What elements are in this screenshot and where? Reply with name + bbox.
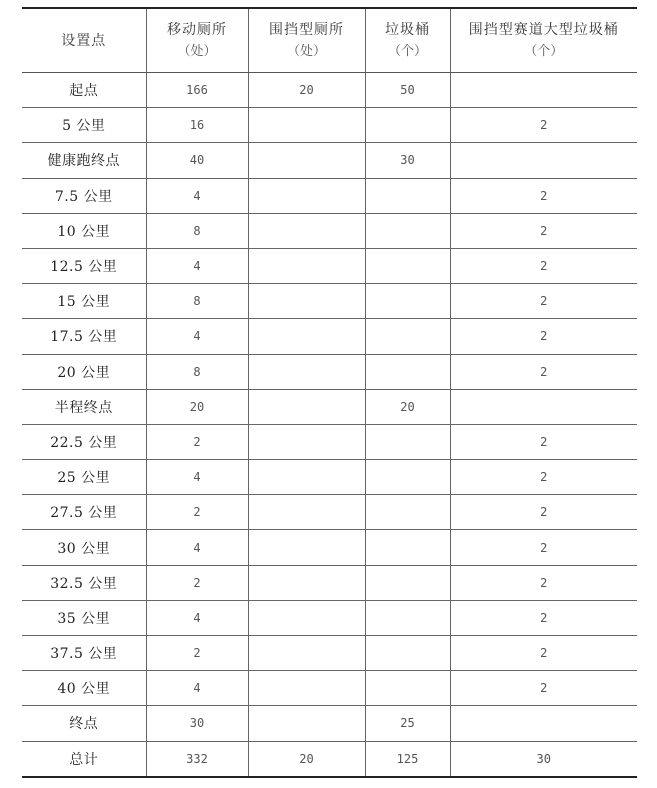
row-location-cell: 27.5 公里: [22, 495, 146, 530]
row-value-cell: [450, 73, 637, 108]
row-value-cell: 8: [146, 284, 248, 319]
row-value-cell: 2: [450, 178, 637, 213]
row-location-cell: 健康跑终点: [22, 143, 146, 178]
row-value-cell: [248, 424, 365, 459]
row-value-cell: 4: [146, 460, 248, 495]
row-location-cell: 起点: [22, 73, 146, 108]
row-value-cell: [248, 319, 365, 354]
row-value-cell: [248, 213, 365, 248]
row-value-cell: [450, 143, 637, 178]
row-value-cell: [248, 178, 365, 213]
row-value-cell: 166: [146, 73, 248, 108]
row-location-cell: 30 公里: [22, 530, 146, 565]
row-value-cell: [248, 284, 365, 319]
row-value-cell: 20: [248, 741, 365, 777]
row-value-cell: [365, 178, 450, 213]
header-large-bins-label: 围挡型赛道大型垃圾桶: [468, 21, 619, 38]
row-value-cell: 8: [146, 354, 248, 389]
table-row: [22, 389, 637, 424]
table-row: [22, 213, 637, 248]
row-value-cell: 40: [146, 143, 248, 178]
row-value-cell: 2: [146, 636, 248, 671]
row-location-cell: 15 公里: [22, 284, 146, 319]
row-value-cell: 25: [365, 706, 450, 741]
row-value-cell: [450, 389, 637, 424]
table-row: [22, 636, 637, 671]
row-location-cell: 半程终点: [22, 389, 146, 424]
facility-table: [22, 7, 637, 778]
row-location-cell: 7.5 公里: [22, 178, 146, 213]
row-value-cell: [248, 108, 365, 143]
row-value-cell: 2: [146, 495, 248, 530]
row-value-cell: 2: [450, 354, 637, 389]
row-value-cell: [248, 389, 365, 424]
row-value-cell: [248, 565, 365, 600]
header-row: [22, 8, 637, 73]
row-value-cell: 2: [450, 565, 637, 600]
facility-table-container: [22, 7, 637, 778]
table-row: [22, 741, 637, 777]
row-value-cell: [365, 284, 450, 319]
row-value-cell: 20: [146, 389, 248, 424]
row-value-cell: 2: [450, 319, 637, 354]
row-value-cell: 125: [365, 741, 450, 777]
row-value-cell: 2: [450, 460, 637, 495]
row-location-cell: 12.5 公里: [22, 248, 146, 283]
table-row: [22, 565, 637, 600]
header-large-bins: [450, 8, 637, 73]
table-row: [22, 671, 637, 706]
header-fenced-toilets-label: 围挡型厕所: [269, 21, 344, 38]
row-location-cell: 40 公里: [22, 671, 146, 706]
row-value-cell: 2: [450, 284, 637, 319]
row-value-cell: [365, 671, 450, 706]
table-row: [22, 530, 637, 565]
row-value-cell: [248, 600, 365, 635]
row-value-cell: 16: [146, 108, 248, 143]
row-value-cell: [248, 248, 365, 283]
row-location-cell: 终点: [22, 706, 146, 741]
row-value-cell: [365, 565, 450, 600]
row-value-cell: 2: [450, 530, 637, 565]
header-large-bins-unit: （个）: [524, 43, 564, 59]
header-location: [22, 8, 146, 73]
row-value-cell: 50: [365, 73, 450, 108]
table-row: [22, 460, 637, 495]
row-value-cell: [365, 319, 450, 354]
row-value-cell: [365, 600, 450, 635]
row-location-cell: 5 公里: [22, 108, 146, 143]
table-row: [22, 143, 637, 178]
row-value-cell: 30: [450, 741, 637, 777]
row-value-cell: 2: [450, 248, 637, 283]
table-row: [22, 600, 637, 635]
row-value-cell: 30: [365, 143, 450, 178]
table-row: [22, 248, 637, 283]
row-location-cell: 37.5 公里: [22, 636, 146, 671]
table-row: [22, 284, 637, 319]
header-mobile-toilets-label: 移动厕所: [167, 21, 227, 38]
row-location-cell: 35 公里: [22, 600, 146, 635]
row-value-cell: [365, 460, 450, 495]
table-body: [22, 73, 637, 777]
table-row: [22, 178, 637, 213]
row-value-cell: [365, 636, 450, 671]
row-value-cell: [248, 706, 365, 741]
header-trash-bins: [365, 8, 450, 73]
row-value-cell: 2: [450, 213, 637, 248]
header-fenced-toilets-unit: （处）: [286, 43, 326, 59]
row-value-cell: 2: [450, 108, 637, 143]
table-row: [22, 706, 637, 741]
row-location-cell: 总计: [22, 741, 146, 777]
row-value-cell: [365, 424, 450, 459]
table-row: [22, 73, 637, 108]
row-value-cell: [248, 495, 365, 530]
header-location-label: 设置点: [61, 32, 107, 49]
header-fenced-toilets: [248, 8, 365, 73]
row-value-cell: [365, 354, 450, 389]
row-location-cell: 22.5 公里: [22, 424, 146, 459]
row-value-cell: 4: [146, 178, 248, 213]
row-location-cell: 17.5 公里: [22, 319, 146, 354]
row-value-cell: 20: [248, 73, 365, 108]
row-value-cell: [365, 530, 450, 565]
row-value-cell: 20: [365, 389, 450, 424]
table-row: [22, 495, 637, 530]
row-value-cell: [248, 671, 365, 706]
row-value-cell: 2: [146, 424, 248, 459]
row-value-cell: [450, 706, 637, 741]
table-row: [22, 108, 637, 143]
row-value-cell: [248, 460, 365, 495]
table-row: [22, 354, 637, 389]
header-mobile-toilets: [146, 8, 248, 73]
row-value-cell: [248, 354, 365, 389]
row-value-cell: 4: [146, 248, 248, 283]
row-value-cell: 4: [146, 671, 248, 706]
row-value-cell: 4: [146, 600, 248, 635]
row-value-cell: 8: [146, 213, 248, 248]
table-row: [22, 424, 637, 459]
header-mobile-toilets-unit: （处）: [177, 43, 217, 59]
row-value-cell: [248, 530, 365, 565]
table-header: [22, 8, 637, 73]
row-value-cell: 332: [146, 741, 248, 777]
row-value-cell: 4: [146, 530, 248, 565]
row-value-cell: 2: [450, 424, 637, 459]
row-value-cell: [365, 248, 450, 283]
row-location-cell: 32.5 公里: [22, 565, 146, 600]
row-value-cell: [248, 143, 365, 178]
row-value-cell: 2: [450, 495, 637, 530]
row-value-cell: [365, 213, 450, 248]
row-value-cell: 2: [450, 600, 637, 635]
row-location-cell: 10 公里: [22, 213, 146, 248]
row-location-cell: 20 公里: [22, 354, 146, 389]
row-value-cell: 2: [450, 671, 637, 706]
row-location-cell: 25 公里: [22, 460, 146, 495]
header-trash-bins-label: 垃圾桶: [385, 21, 430, 38]
row-value-cell: 30: [146, 706, 248, 741]
header-trash-bins-unit: （个）: [387, 43, 427, 59]
row-value-cell: [365, 495, 450, 530]
row-value-cell: 2: [146, 565, 248, 600]
table-row: [22, 319, 637, 354]
row-value-cell: 2: [450, 636, 637, 671]
row-value-cell: [365, 108, 450, 143]
row-value-cell: [248, 636, 365, 671]
row-value-cell: 4: [146, 319, 248, 354]
